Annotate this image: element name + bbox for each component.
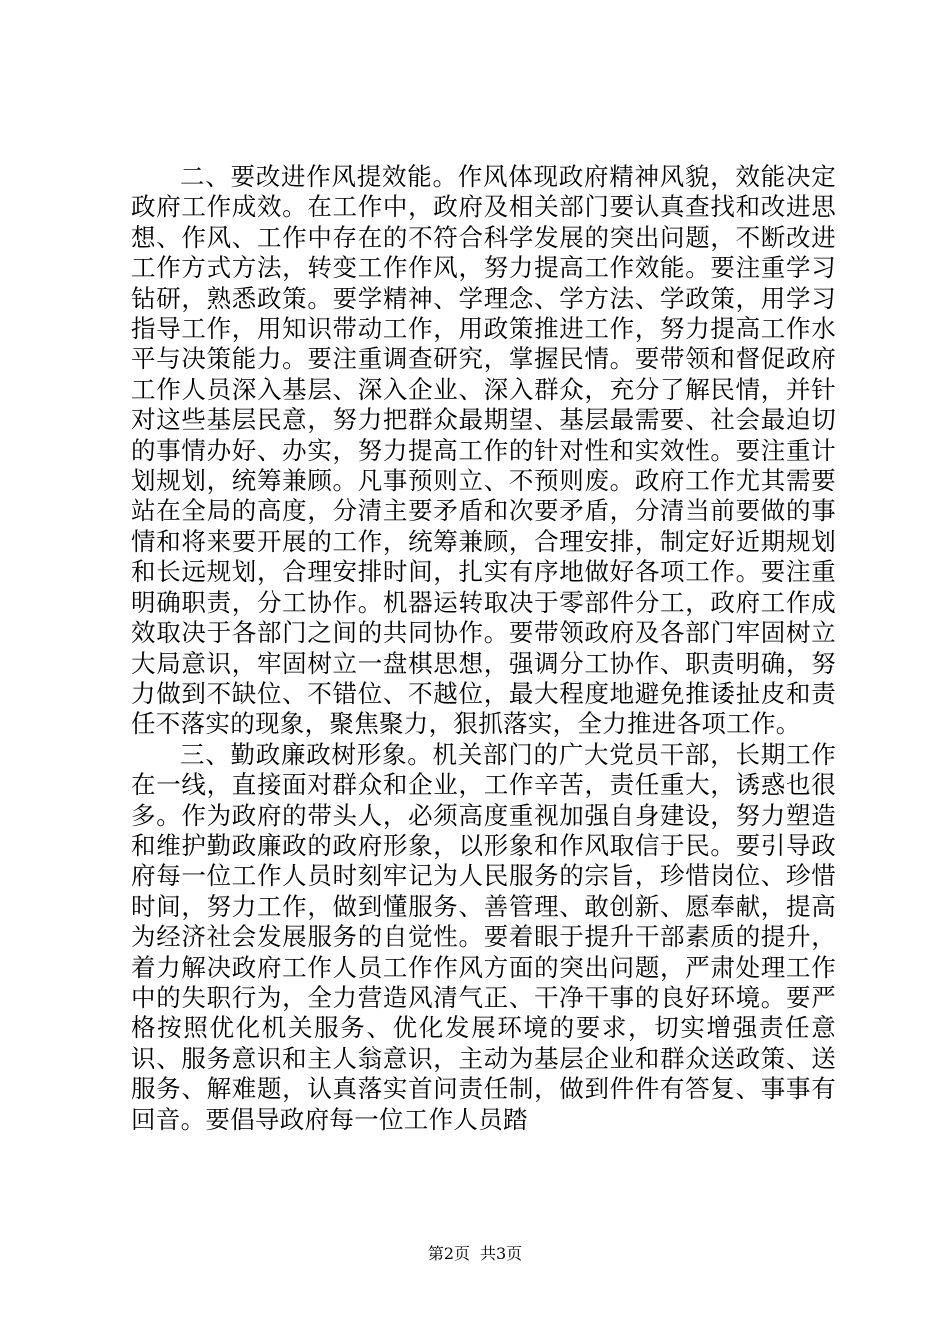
paragraph-diligent-clean-government: 三、勤政廉政树形象。机关部门的广大党员干部，长期工作在一线，直接面对群众和企业，工作辛苦，责任重大，诱惑也很多。作为政府的带头人，必须高度重视加强自身建设，努力塑造和维护勤政廉政的政府形象，以形象和作风取信于民。要引导政府每一位工作人员时刻牢记为人民服务的宗旨，珍惜岗位、珍惜时间，努力工作，做到懂服务、善管理、敢创新、愿奉献，提高为经济社会发展服务的自觉性。要着眼于提升干部素质的提升，着力解决政府工作人员工作作风方面的突出问题，严肃处理工作中的失职行为，全力营造风清气正、干净干事的良好环境。要严格按照优化机关服务、优化发展环境的要求，切实增强责任意识、服务意识和主人翁意识，主动为基层企业和群众送政策、送服务、解难题，认真落实首问责任制，做到件件有答复、事事有回音。要倡导政府每一位工作人员踏 [131,739,836,1134]
page-total: 共3页 [480,1244,523,1263]
document-body [131,162,836,1135]
page-footer [0,1244,950,1264]
page-number: 第2页 [427,1244,470,1263]
paragraph-improve-work-style: 二、要改进作风提效能。作风体现政府精神风貌，效能决定政府工作成效。在工作中，政府及相关部门要认真查找和改进思想、作风、工作中存在的不符合科学发展的突出问题，不断改进工作方式方法，转变工作作风，努力提高工作效能。要注重学习钻研，熟悉政策。要学精神、学理念、学方法、学政策，用学习指导工作，用知识带动工作，用政策推进工作，努力提高工作水平与决策能力。要注重调查研究，掌握民情。要带领和督促政府工作人员深入基层、深入企业、深入群众，充分了解民情，并针对这些基层民意，努力把群众最期望、基层最需要、社会最迫切的事情办好、办实，努力提高工作的针对性和实效性。要注重计划规划，统筹兼顾。凡事预则立、不预则废。政府工作尤其需要站在全局的高度，分清主要矛盾和次要矛盾，分清当前要做的事情和将来要开展的工作，统筹兼顾，合理安排，制定好近期规划和长远规划，合理安排时间，扎实有序地做好各项工作。要注重明确职责，分工协作。机器运转取决于零部件分工，政府工作成效取决于各部门之间的共同协作。要带领政府及各部门牢固树立大局意识，牢固树立一盘棋思想，强调分工协作、职责明确，努力做到不缺位、不错位、不越位，最大程度地避免推诿扯皮和责任不落实的现象，聚焦聚力，狠抓落实，全力推进各项工作。 [131,162,836,739]
